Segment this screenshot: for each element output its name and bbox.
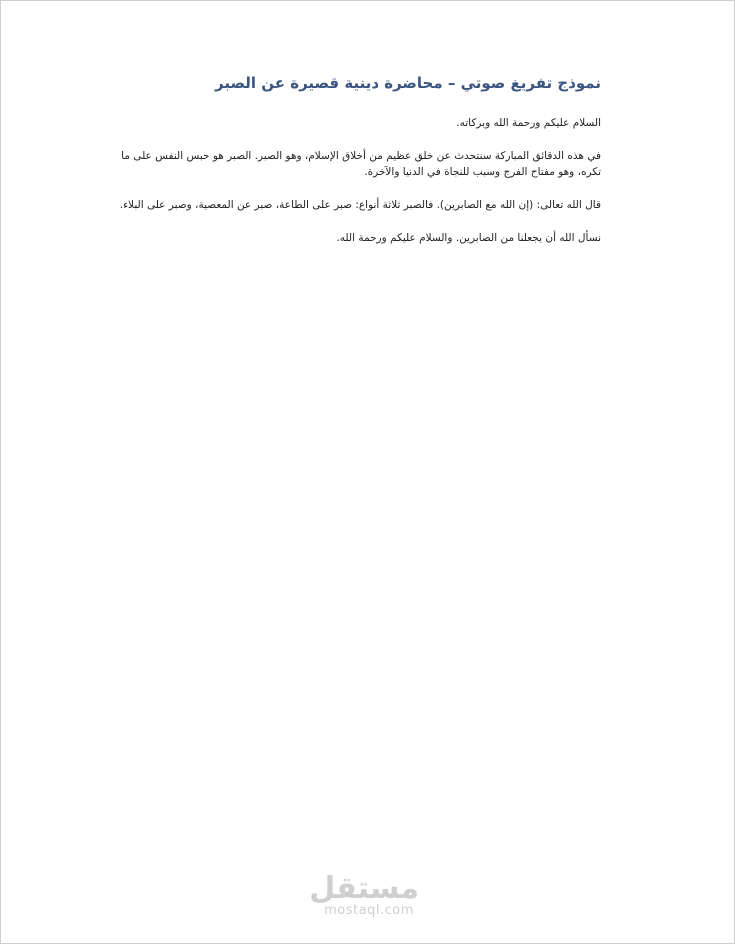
watermark-url: mostaql.com [324, 903, 414, 918]
watermark-logo-text: مستقل [309, 871, 419, 906]
paragraph-intro: في هذه الدقائق المباركة سنتحدث عن خلق عظيم من أخلاق الإسلام، وهو الصبر. الصبر هو حبس النفس على ما تكره، وهو مفتاح الفرج وسبب للنجاة في الدنيا والآخرة. [121, 150, 601, 178]
document-title: نموذج تفريغ صوتي – محاضرة دينية قصيرة عن الصبر [215, 74, 601, 92]
paragraph-greeting: السلام عليكم ورحمة الله وبركاته. [456, 117, 601, 129]
document-body [119, 69, 601, 263]
mostaql-watermark [309, 871, 419, 918]
paragraph-verse: قال الله تعالى: (إن الله مع الصابرين). فالصبر ثلاثة أنواع: صبر على الطاعة، صبر عن المعصية، وصبر على البلاء. [119, 199, 601, 211]
paragraph-closing: نسأل الله أن يجعلنا من الصابرين. والسلام عليكم ورحمة الله. [336, 232, 601, 244]
